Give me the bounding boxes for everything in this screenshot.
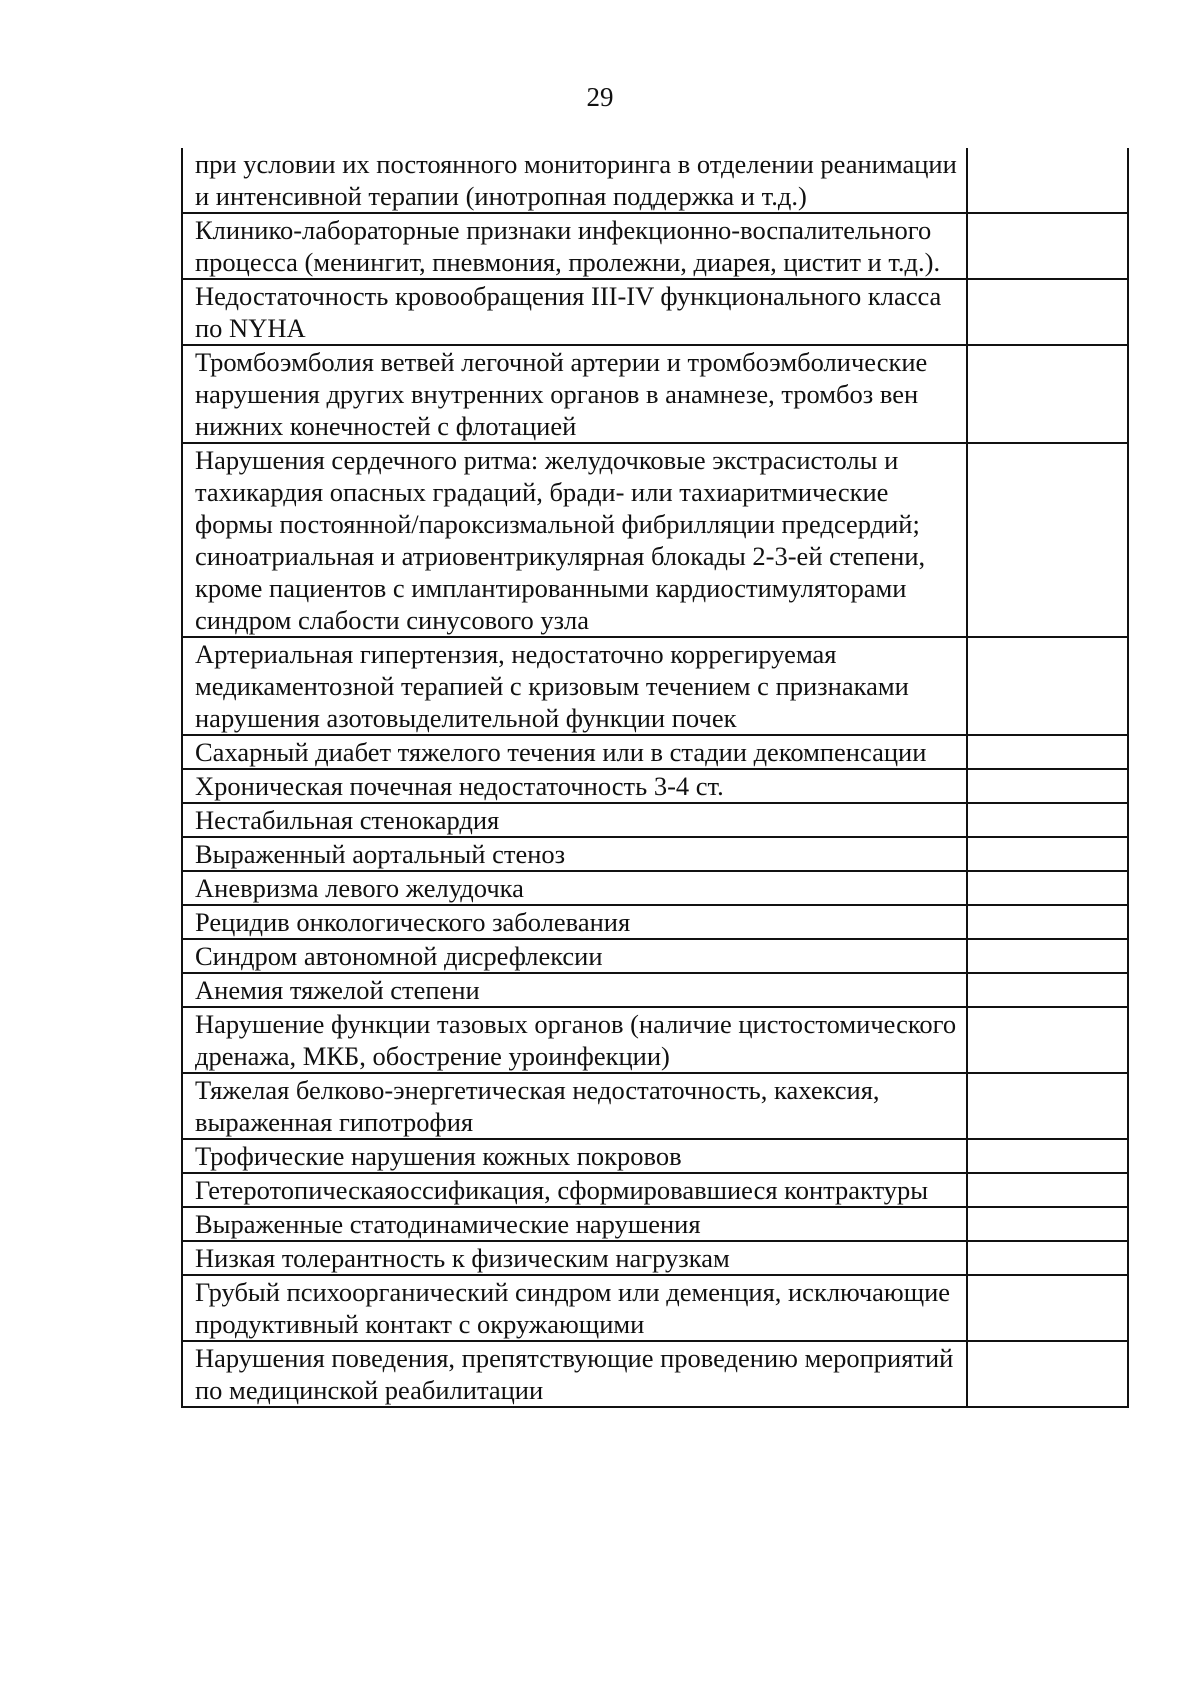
criterion-text: Тромбоэмболия ветвей легочной артерии и тромбоэмболические нарушения других внутренних органов в анамнезе, тромбоз вен нижних конечностей с флотацией <box>182 345 967 443</box>
criterion-text: Трофические нарушения кожных покровов <box>182 1139 967 1173</box>
mark-cell <box>967 148 1128 213</box>
table-row <box>182 637 1128 735</box>
table-row <box>182 279 1128 345</box>
table-row <box>182 1173 1128 1207</box>
mark-cell <box>967 871 1128 905</box>
table-row <box>182 345 1128 443</box>
mark-cell <box>967 1241 1128 1275</box>
mark-cell <box>967 973 1128 1007</box>
table-row <box>182 837 1128 871</box>
contraindications-table <box>181 148 1129 1408</box>
mark-cell <box>967 1173 1128 1207</box>
criterion-text: Низкая толерантность к физическим нагрузкам <box>182 1241 967 1275</box>
page-number: 29 <box>586 82 614 112</box>
mark-cell <box>967 905 1128 939</box>
criterion-text: Аневризма левого желудочка <box>182 871 967 905</box>
table-row <box>182 905 1128 939</box>
criterion-text: Нарушения поведения, препятствующие проведению мероприятий по медицинской реабилитации <box>182 1341 967 1407</box>
mark-cell <box>967 637 1128 735</box>
criterion-text: Грубый психоорганический синдром или деменция, исключающие продуктивный контакт с окружающими <box>182 1275 967 1341</box>
table-row <box>182 939 1128 973</box>
table-row <box>182 871 1128 905</box>
table-row <box>182 1241 1128 1275</box>
mark-cell <box>967 1207 1128 1241</box>
mark-cell <box>967 1073 1128 1139</box>
mark-cell <box>967 735 1128 769</box>
table-row <box>182 1341 1128 1407</box>
criterion-text: Недостаточность кровообращения III-IV функционального класса по NYHA <box>182 279 967 345</box>
table-row <box>182 1275 1128 1341</box>
criterion-text: Тяжелая белково-энергетическая недостаточность, кахексия, выраженная гипотрофия <box>182 1073 967 1139</box>
table-row <box>182 443 1128 637</box>
table-row <box>182 1007 1128 1073</box>
criterion-text: Хроническая почечная недостаточность 3-4 ст. <box>182 769 967 803</box>
table-row <box>182 213 1128 279</box>
criterion-text: Анемия тяжелой степени <box>182 973 967 1007</box>
mark-cell <box>967 1341 1128 1407</box>
criterion-text: Артериальная гипертензия, недостаточно коррегируемая медикаментозной терапией с кризовым течением с признаками нарушения азотовыделительной функции почек <box>182 637 967 735</box>
table-row <box>182 1073 1128 1139</box>
table-row <box>182 735 1128 769</box>
mark-cell <box>967 279 1128 345</box>
table-row <box>182 803 1128 837</box>
mark-cell <box>967 443 1128 637</box>
mark-cell <box>967 837 1128 871</box>
table-body <box>182 148 1128 1407</box>
table-row <box>182 973 1128 1007</box>
criterion-text: Гетеротопическаяоссификация, сформировавшиеся контрактуры <box>182 1173 967 1207</box>
table-row <box>182 1207 1128 1241</box>
mark-cell <box>967 213 1128 279</box>
criterion-text: Нарушение функции тазовых органов (наличие цистостомического дренажа, МКБ, обострение уроинфекции) <box>182 1007 967 1073</box>
table-row <box>182 1139 1128 1173</box>
mark-cell <box>967 803 1128 837</box>
criterion-text: Нестабильная стенокардия <box>182 803 967 837</box>
mark-cell <box>967 1139 1128 1173</box>
criterion-text: Выраженные статодинамические нарушения <box>182 1207 967 1241</box>
criterion-text: Клинико-лабораторные признаки инфекционно-воспалительного процесса (менингит, пневмония, пролежни, диарея, цистит и т.д.). <box>182 213 967 279</box>
mark-cell <box>967 345 1128 443</box>
criterion-text: при условии их постоянного мониторинга в отделении реанимации и интенсивной терапии (инотропная поддержка и т.д.) <box>182 148 967 213</box>
mark-cell <box>967 769 1128 803</box>
table-row <box>182 148 1128 213</box>
criterion-text: Выраженный аортальный стеноз <box>182 837 967 871</box>
criterion-text: Сахарный диабет тяжелого течения или в стадии декомпенсации <box>182 735 967 769</box>
criterion-text: Рецидив онкологического заболевания <box>182 905 967 939</box>
mark-cell <box>967 1275 1128 1341</box>
criterion-text: Нарушения сердечного ритма: желудочковые экстрасистолы и тахикардия опасных градаций, бради- или тахиаритмические формы постоянной/пароксизмальной фибрилляции предсердий; синоатриальная и атриовентрикулярная блокады 2-3-ей степени, кроме пациентов с имплантированными кардиостимуляторами синдром слабости синусового узла <box>182 443 967 637</box>
criterion-text: Синдром автономной дисрефлексии <box>182 939 967 973</box>
mark-cell <box>967 1007 1128 1073</box>
mark-cell <box>967 939 1128 973</box>
table-row <box>182 769 1128 803</box>
